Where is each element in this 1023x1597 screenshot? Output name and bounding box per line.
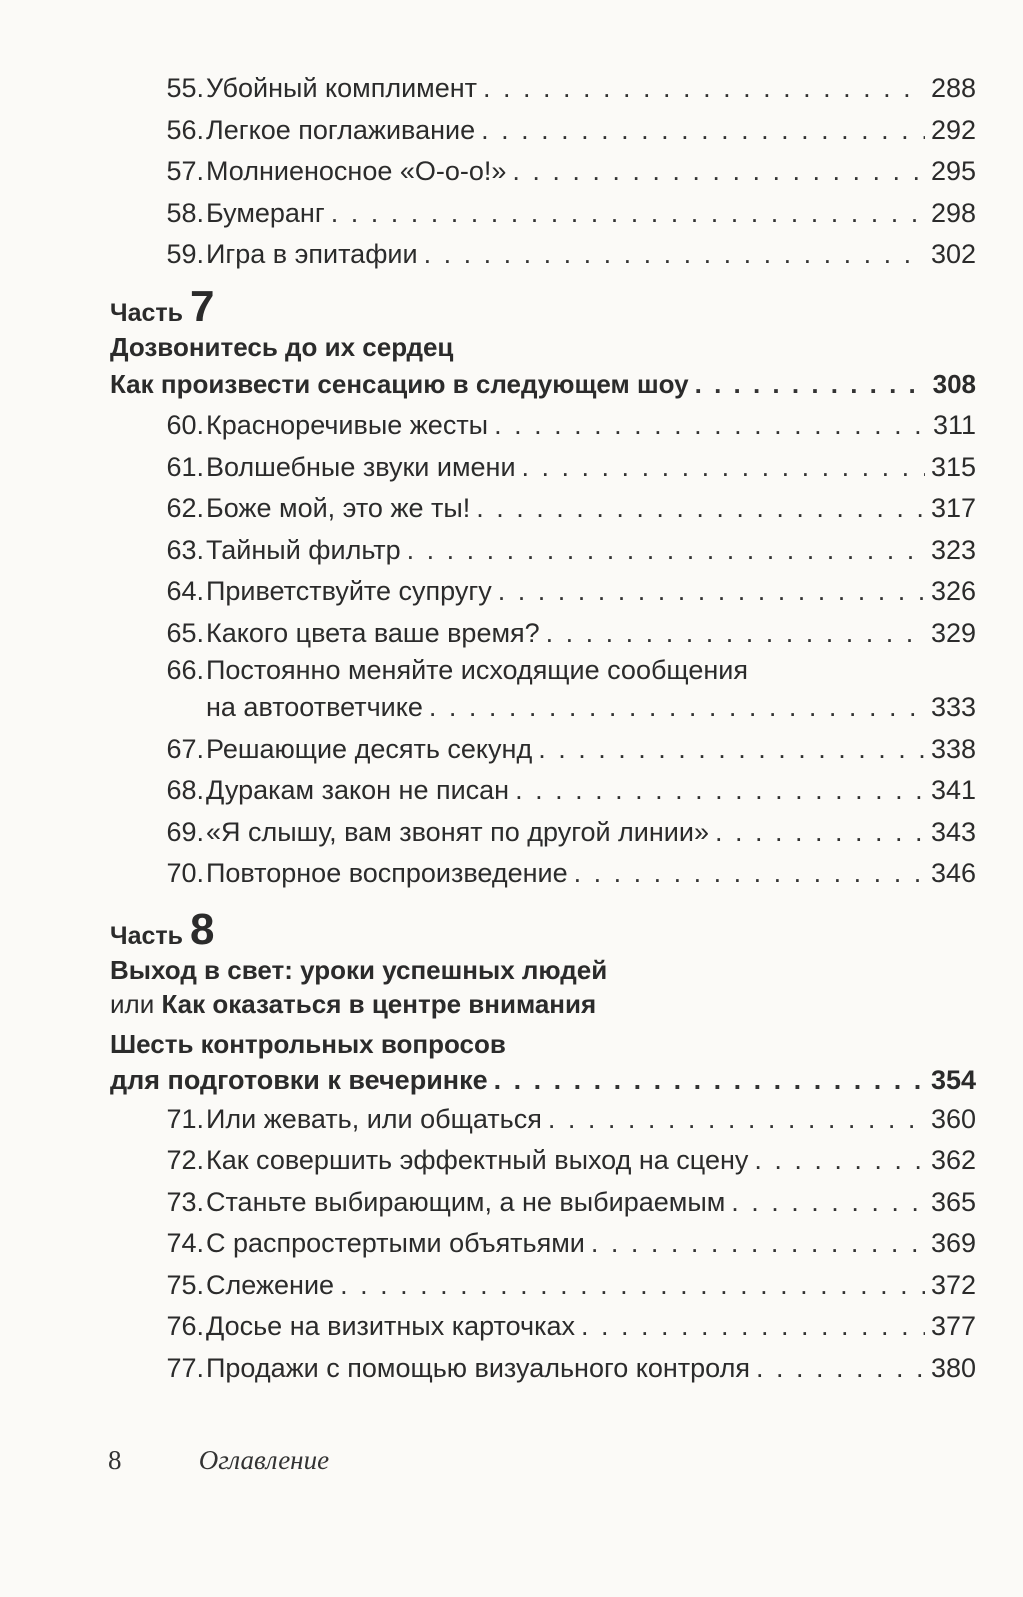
- leader-dots: [494, 405, 927, 447]
- part8-entries: [110, 1099, 976, 1390]
- part7-intro-entry: [110, 364, 976, 406]
- toc-entry: [110, 571, 976, 613]
- entry-title: Какого цвета ваше время?: [206, 617, 540, 648]
- toc-entry: [110, 1348, 976, 1390]
- entry-title: «Я слышу, вам звонят по другой линии»: [206, 816, 709, 847]
- toc-entry: [110, 729, 976, 771]
- toc-entry: [110, 405, 976, 447]
- entry-title: Бумеранг: [206, 197, 325, 228]
- entry-title: Убойный комплимент: [206, 73, 478, 103]
- entry-page: 329: [930, 617, 976, 648]
- running-title: Оглавление: [198, 1445, 330, 1475]
- leader-dots: [754, 1140, 925, 1182]
- entry-title: Дуракам закон не писан: [206, 775, 510, 805]
- entry-title: С распростертыми объятьями: [206, 1228, 585, 1258]
- entry-title: Продажи с помощью визуального контроля: [206, 1352, 750, 1383]
- toc-entry: [110, 1265, 976, 1307]
- part-number: 7: [189, 281, 215, 331]
- entry-number: 66.: [166, 655, 204, 685]
- entry-number: 77.: [166, 1352, 204, 1383]
- toc-entry: [110, 1099, 976, 1141]
- entry-page: 338: [930, 733, 976, 764]
- entry-number: 63.: [166, 534, 204, 565]
- entry-number: 64.: [166, 576, 204, 606]
- leader-dots: [494, 1061, 925, 1099]
- entry-number: 56.: [166, 114, 204, 145]
- toc-entry: [110, 654, 976, 729]
- entry-page: 317: [930, 493, 976, 523]
- entry-number: 67.: [166, 733, 204, 764]
- entry-number: 62.: [166, 493, 204, 523]
- toc-entry: [110, 68, 976, 110]
- entry-page: 302: [930, 239, 976, 269]
- entry-page: 298: [930, 197, 976, 228]
- page-footer: [108, 1445, 329, 1476]
- entry-title: Досье на визитных карточках: [206, 1311, 576, 1341]
- entry-page: 323: [930, 534, 976, 565]
- entry-number: 75.: [166, 1269, 204, 1300]
- part8-intro-entry: [110, 1027, 976, 1099]
- entry-page: 380: [930, 1352, 976, 1383]
- subtitle-bold: Как оказаться в центре внимания: [161, 988, 597, 1019]
- entry-number: 55.: [166, 73, 204, 103]
- toc-entry: [110, 1182, 976, 1224]
- entry-page: 343: [930, 816, 976, 847]
- part7-heading: [110, 281, 976, 331]
- leader-dots: [424, 234, 925, 276]
- entry-number: 70.: [166, 858, 204, 888]
- part7-title: Дозвонитесь до их сердец: [110, 331, 454, 362]
- leader-dots: [331, 193, 925, 235]
- toc-entry: [110, 812, 976, 854]
- leader-dots: [481, 110, 925, 152]
- entry-title: Легкое поглаживание: [206, 114, 476, 145]
- toc-entry: [110, 110, 976, 152]
- entry-page: 292: [930, 114, 976, 145]
- part-label: Часть: [110, 298, 183, 327]
- entry-title: Или жевать, или общаться: [206, 1103, 542, 1134]
- leader-dots: [483, 68, 925, 110]
- entry-title: Боже мой, это же ты!: [206, 493, 471, 523]
- entry-page: 354: [930, 1064, 976, 1095]
- entry-title: Приветствуйте супругу: [206, 576, 492, 606]
- entry-title: Молниеносное «О-о-о!»: [206, 156, 507, 186]
- entry-page: 288: [930, 73, 976, 103]
- entry-page: 360: [930, 1103, 976, 1134]
- entry-number: 65.: [166, 617, 204, 648]
- entry-page: 377: [930, 1311, 976, 1341]
- entry-title-line2: на автоответчике: [206, 692, 423, 722]
- leader-dots: [429, 687, 925, 729]
- entry-title: Как совершить эффектный выход на сцену: [206, 1145, 749, 1175]
- leader-dots: [731, 1182, 925, 1224]
- entry-page: 341: [930, 775, 976, 805]
- entry-title: Решающие десять секунд: [206, 733, 533, 764]
- leader-dots: [340, 1265, 925, 1307]
- entry-page: 346: [930, 858, 976, 888]
- entry-page: 333: [930, 692, 976, 722]
- leader-dots: [512, 151, 925, 193]
- entry-number: 68.: [166, 775, 204, 805]
- table-of-contents: [110, 68, 976, 1389]
- entry-number: 60.: [166, 410, 204, 440]
- leader-dots: [591, 1223, 925, 1265]
- entry-number: 58.: [166, 197, 204, 228]
- toc-entry: [110, 151, 976, 193]
- entry-title-line2: для подготовки к вечеринке: [110, 1064, 488, 1095]
- toc-entry: [110, 853, 976, 895]
- entry-title: Как произвести сенсацию в следующем шоу: [110, 368, 689, 399]
- leader-dots: [538, 729, 925, 771]
- leader-dots: [546, 613, 925, 655]
- toc-entry: [110, 193, 976, 235]
- entry-number: 69.: [166, 816, 204, 847]
- part-number: 8: [189, 904, 215, 954]
- entry-page: 295: [930, 156, 976, 186]
- part8-title: Выход в свет: уроки успешных людей: [110, 954, 608, 985]
- toc-entry: [110, 1223, 976, 1265]
- entry-number: 76.: [166, 1311, 204, 1341]
- entry-title: Тайный фильтр: [206, 534, 401, 565]
- leader-dots: [715, 812, 925, 854]
- toc-entry: [110, 488, 976, 530]
- entry-page: 369: [930, 1228, 976, 1258]
- entry-page: 311: [932, 410, 976, 440]
- toc-entry: [110, 1306, 976, 1348]
- entry-title-line1: Шесть контрольных вопросов: [110, 1028, 506, 1059]
- part-label: Часть: [110, 921, 183, 950]
- entry-number: 59.: [166, 239, 204, 269]
- entry-number: 72.: [166, 1145, 204, 1175]
- subtitle-prefix: или: [110, 988, 155, 1019]
- page-number: 8: [108, 1445, 122, 1475]
- leader-dots: [476, 488, 925, 530]
- entry-page: 372: [930, 1269, 976, 1300]
- entry-number: 57.: [166, 156, 204, 186]
- leader-dots: [581, 1306, 925, 1348]
- entry-title: Повторное воспроизведение: [206, 858, 568, 888]
- part8-subtitle: [110, 987, 976, 1021]
- toc-entry: [110, 447, 976, 489]
- toc-entry: [110, 1140, 976, 1182]
- leader-dots: [515, 770, 925, 812]
- entry-title: Станьте выбирающим, а не выбираемым: [206, 1186, 726, 1217]
- entry-page: 308: [932, 368, 976, 399]
- leader-dots: [695, 364, 927, 406]
- part7-entries: [110, 405, 976, 895]
- entry-title: Красноречивые жесты: [206, 410, 489, 440]
- leader-dots: [498, 571, 925, 613]
- part6-entries: [110, 68, 976, 276]
- leader-dots: [407, 530, 925, 572]
- entry-page: 326: [930, 576, 976, 606]
- entry-number: 74.: [166, 1228, 204, 1258]
- entry-number: 73.: [166, 1186, 204, 1217]
- entry-page: 365: [930, 1186, 976, 1217]
- leader-dots: [574, 853, 925, 895]
- entry-title: Игра в эпитафии: [206, 239, 418, 269]
- leader-dots: [548, 1099, 925, 1141]
- entry-title: Слежение: [206, 1269, 335, 1300]
- leader-dots: [522, 447, 925, 489]
- entry-title: Волшебные звуки имени: [206, 451, 516, 482]
- entry-number: 71.: [166, 1103, 204, 1134]
- entry-page: 315: [930, 451, 976, 482]
- toc-entry: [110, 234, 976, 276]
- toc-entry: [110, 530, 976, 572]
- part8-heading: [110, 904, 976, 954]
- toc-entry: [110, 613, 976, 655]
- entry-title-line1: Постоянно меняйте исходящие сообщения: [206, 655, 748, 685]
- leader-dots: [756, 1348, 925, 1390]
- entry-number: 61.: [166, 451, 204, 482]
- entry-page: 362: [930, 1145, 976, 1175]
- toc-entry: [110, 770, 976, 812]
